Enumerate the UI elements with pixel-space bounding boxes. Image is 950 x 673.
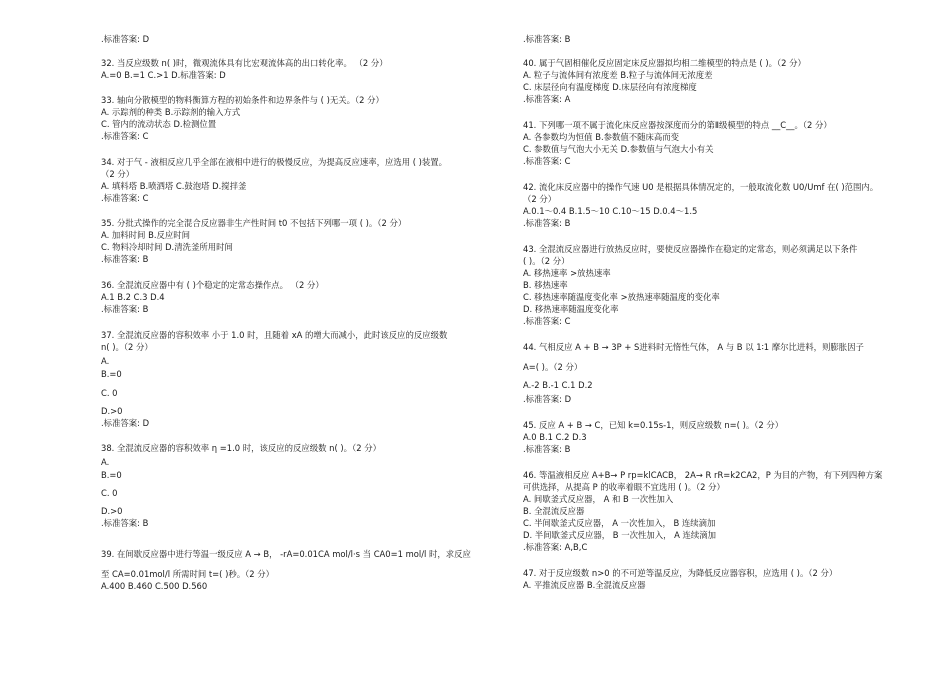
- right-text-line: A.0.1～0.4 B.1.5～10 C.10～15 D.0.4～1.5: [523, 206, 698, 216]
- left-text-line: 37. 全混流反应器的容积效率 小于 1.0 时，且随着 xA 的增大而减小，此时该反应的反应级数: [101, 330, 448, 340]
- left-text-line: .标准答案: C: [101, 193, 149, 203]
- left-text-line: A.: [101, 356, 110, 366]
- right-text-line: B. 移热速率: [523, 280, 568, 290]
- left-text-line: 至 CA=0.01mol/l 所需时间 t=( )秒。（2 分）: [101, 569, 275, 579]
- left-text-line: n( )。（2 分）: [101, 342, 153, 352]
- left-text-line: A. 加料时间 B.反应时间: [101, 230, 190, 240]
- right-text-line: 47. 对于反应级数 n>0 的不可逆等温反应，为降低反应器容积，应选用 ( )。（2 分）: [523, 568, 838, 578]
- left-text-line: 36. 全混流反应器中有 ( )个稳定的定常态操作点。 （2 分）: [101, 280, 324, 290]
- left-text-line: C. 管内的流动状态 D.检测位置: [101, 119, 217, 129]
- right-column: [523, 0, 923, 673]
- left-text-line: A. 示踪剂的种类 B.示踪剂的输入方式: [101, 107, 241, 117]
- right-text-line: 可供选择，从提高 P 的收率着眼不宜选用 ( )。（2 分）: [523, 482, 725, 492]
- right-text-line: D. 移热速率随温度变化率: [523, 304, 619, 314]
- right-text-line: 44. 气相反应 A + B → 3P + S进料时无惰性气体， A 与 B 以 1∶1 摩尔比进料，则膨胀因子: [523, 342, 864, 352]
- left-text-line: C. 0: [101, 488, 118, 498]
- left-text-line: A.=0 B.=1 C.>1 D.标准答案: D: [101, 70, 226, 80]
- left-text-line: B.=0: [101, 369, 122, 379]
- left-text-line: A.1 B.2 C.3 D.4: [101, 292, 165, 302]
- left-column: [101, 0, 491, 673]
- left-text-line: 35. 分批式操作的完全混合反应器非生产性时间 t0 不包括下列哪一项 ( )。（2 分）: [101, 218, 407, 228]
- left-text-line: 34. 对于气 - 液相反应几乎全部在液相中进行的极慢反应，为提高反应速率，应选用 ( )装置。: [101, 157, 448, 167]
- left-text-line: （2 分）: [101, 169, 135, 179]
- right-text-line: A.-2 B.-1 C.1 D.2: [523, 380, 593, 390]
- right-text-line: .标准答案: C: [523, 156, 571, 166]
- right-text-line: （2 分）: [523, 194, 557, 204]
- right-text-line: 41. 下列哪一项不属于流化床反应器按深度而分的第Ⅱ级模型的特点 __C__。（2 分）: [523, 120, 832, 130]
- left-text-line: C. 0: [101, 388, 118, 398]
- right-text-line: B. 全混流反应器: [523, 506, 585, 516]
- left-text-line: 39. 在间歇反应器中进行等温一级反应 A → B， -rA=0.01CA mol/l·s 当 CA0=1 mol/l 时，求反应: [101, 549, 471, 559]
- right-text-line: A. 移热速率 >放热速率: [523, 268, 611, 278]
- left-text-line: 32. 当反应级数 n( )时，微观流体具有比宏观流体高的出口转化率。 （2 分）: [101, 58, 388, 68]
- right-text-line: 40. 属于气固相催化反应固定床反应器拟均相二维模型的特点是 ( )。（2 分）: [523, 58, 806, 68]
- right-text-line: 46. 等温液相反应 A+B→ P rp=klCACB， 2A→ R rR=k2CA2，P 为目的产物，有下列四种方案: [523, 470, 883, 480]
- right-text-line: 42. 流化床反应器中的操作气速 U0 是根据具体情况定的，一般取流化数 U0/Umf 在( )范围内。: [523, 182, 879, 192]
- right-text-line: 45. 反应 A + B → C，已知 k=0.15s-1，则反应级数 n=( )。（2 分）: [523, 420, 784, 430]
- right-text-line: .标准答案: A,B,C: [523, 542, 588, 552]
- right-text-line: A. 各参数均为恒值 B.参数值不随床高而变: [523, 132, 679, 142]
- left-text-line: A. 填料塔 B.喷洒塔 C.鼓泡塔 D.搅拌釜: [101, 181, 247, 191]
- right-text-line: A.0 B.1 C.2 D.3: [523, 432, 587, 442]
- left-text-line: .标准答案: B: [101, 518, 149, 528]
- right-text-line: A=( )。（2 分）: [523, 362, 583, 372]
- right-text-line: .标准答案: B: [523, 34, 571, 44]
- right-text-line: .标准答案: A: [523, 94, 571, 104]
- right-text-line: ( )。（2 分）: [523, 256, 570, 266]
- right-text-line: D. 半间歇釜式反应器， B 一次性加入， A 连续滴加: [523, 530, 717, 540]
- right-text-line: C. 参数值与气泡大小无关 D.参数值与气泡大小有关: [523, 144, 714, 154]
- right-text-line: A. 平推流反应器 B.全混流反应器: [523, 580, 646, 590]
- left-text-line: .标准答案: B: [101, 304, 149, 314]
- left-text-line: .标准答案: D: [101, 418, 150, 428]
- right-text-line: .标准答案: B: [523, 218, 571, 228]
- left-text-line: B.=0: [101, 470, 122, 480]
- left-text-line: .标准答案: D: [101, 34, 150, 44]
- right-text-line: C. 半间歇釜式反应器， A 一次性加入， B 连续滴加: [523, 518, 716, 528]
- left-text-line: 38. 全混流反应器的容积效率 η =1.0 时，该反应的反应级数 n( )。（2 分）: [101, 443, 381, 453]
- left-text-line: C. 物料冷却时间 D.清洗釜所用时间: [101, 242, 233, 252]
- right-text-line: .标准答案: B: [523, 444, 571, 454]
- right-text-line: A. 间歇釜式反应器， A 和 B 一次性加入: [523, 494, 674, 504]
- left-text-line: A.400 B.460 C.500 D.560: [101, 581, 208, 591]
- left-text-line: .标准答案: C: [101, 131, 149, 141]
- right-text-line: 43. 全混流反应器进行放热反应时，要使反应器操作在稳定的定常态，则必须满足以下条件: [523, 244, 858, 254]
- right-text-line: .标准答案: C: [523, 316, 571, 326]
- left-text-line: 33. 轴向分散模型的物料衡算方程的初始条件和边界条件与 ( )无关。（2 分）: [101, 95, 384, 105]
- right-text-line: A. 粒子与流体间有浓度差 B.粒子与流体间无浓度差: [523, 70, 713, 80]
- right-text-line: .标准答案: D: [523, 394, 572, 404]
- left-text-line: D.>0: [101, 406, 123, 416]
- right-text-line: C. 床层径向有温度梯度 D.床层径向有浓度梯度: [523, 82, 697, 92]
- left-text-line: A.: [101, 457, 110, 467]
- right-text-line: C. 移热速率随温度变化率 >放热速率随温度的变化率: [523, 292, 720, 302]
- left-text-line: .标准答案: B: [101, 254, 149, 264]
- left-text-line: D.>0: [101, 506, 123, 516]
